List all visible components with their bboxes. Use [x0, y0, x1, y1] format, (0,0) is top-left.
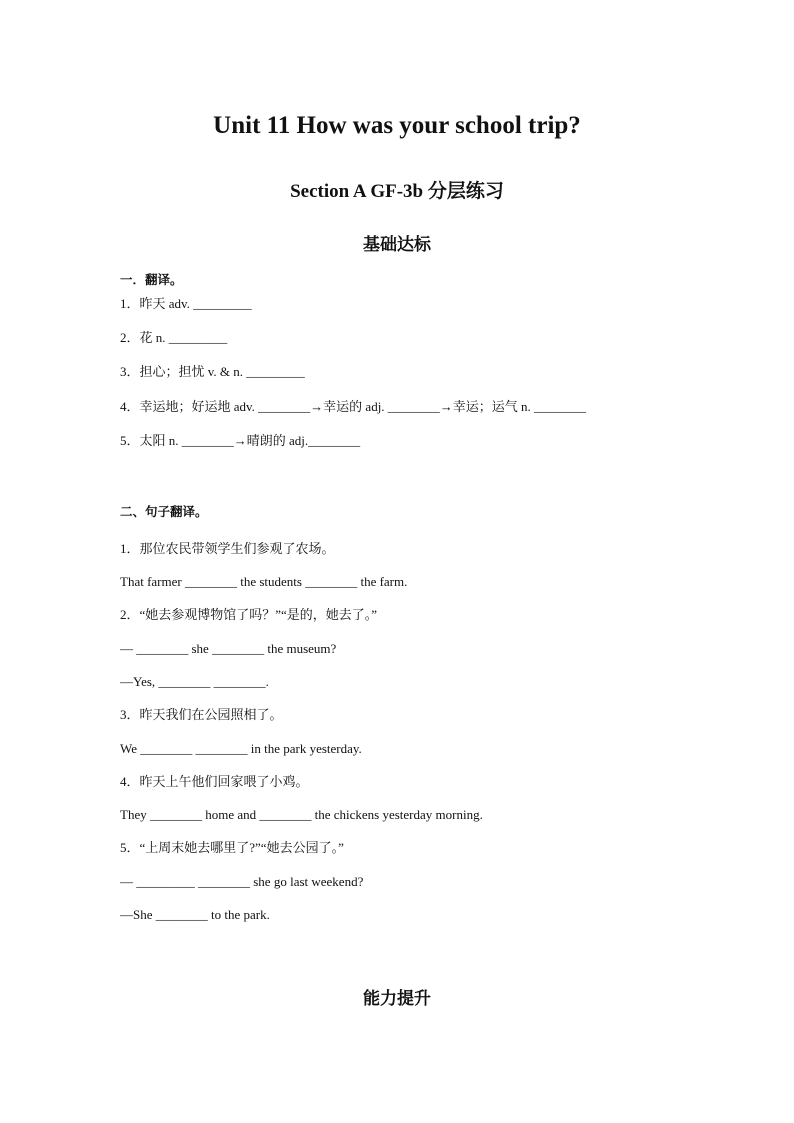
part1-item: 4．幸运地；好运地 adv. ________→幸运的 adj. ________→幸运；运气 n. ________ — [120, 399, 587, 414]
part2-line: That farmer ________ the students ________ the farm. — [120, 574, 408, 589]
section-heading-basic: 基础达标 — [363, 235, 431, 254]
section-heading-advanced: 能力提升 — [363, 989, 431, 1008]
page-subtitle: Section A GF-3b 分层练习 — [290, 181, 504, 202]
page-title: Unit 11 How was your school trip? — [213, 112, 581, 139]
part1-item: 5．太阳 n. ________→晴朗的 adj.________ — [120, 433, 361, 448]
part2-line: — ________ she ________ the museum? — [120, 641, 337, 656]
part2-line: 5．“上周末她去哪里了?”“她去公园了。” — [120, 840, 344, 855]
part2-line: 3．昨天我们在公园照相了。 — [120, 707, 283, 722]
part1-item: 3．担心；担忧 v. & n. _________ — [120, 364, 305, 379]
part2-line: They ________ home and ________ the chickens yesterday morning. — [120, 807, 483, 822]
part2-line: 1．那位农民带领学生们参观了农场。 — [120, 541, 335, 556]
part1-item: 1．昨天 adv. _________ — [120, 296, 252, 311]
part2-line: 4．昨天上午他们回家喂了小鸡。 — [120, 774, 309, 789]
part2-line: —She ________ to the park. — [120, 907, 270, 922]
part2-line: —Yes, ________ ________. — [120, 674, 269, 689]
part1-heading: 一．翻译。 — [120, 273, 183, 287]
part2-line: — _________ ________ she go last weekend? — [120, 874, 364, 889]
part2-line: 2．“她去参观博物馆了吗？”“是的，她去了。” — [120, 607, 378, 622]
part2-heading: 二、句子翻译。 — [120, 505, 208, 519]
part1-item: 2．花 n. _________ — [120, 330, 228, 345]
part2-line: We ________ ________ in the park yesterday. — [120, 741, 362, 756]
